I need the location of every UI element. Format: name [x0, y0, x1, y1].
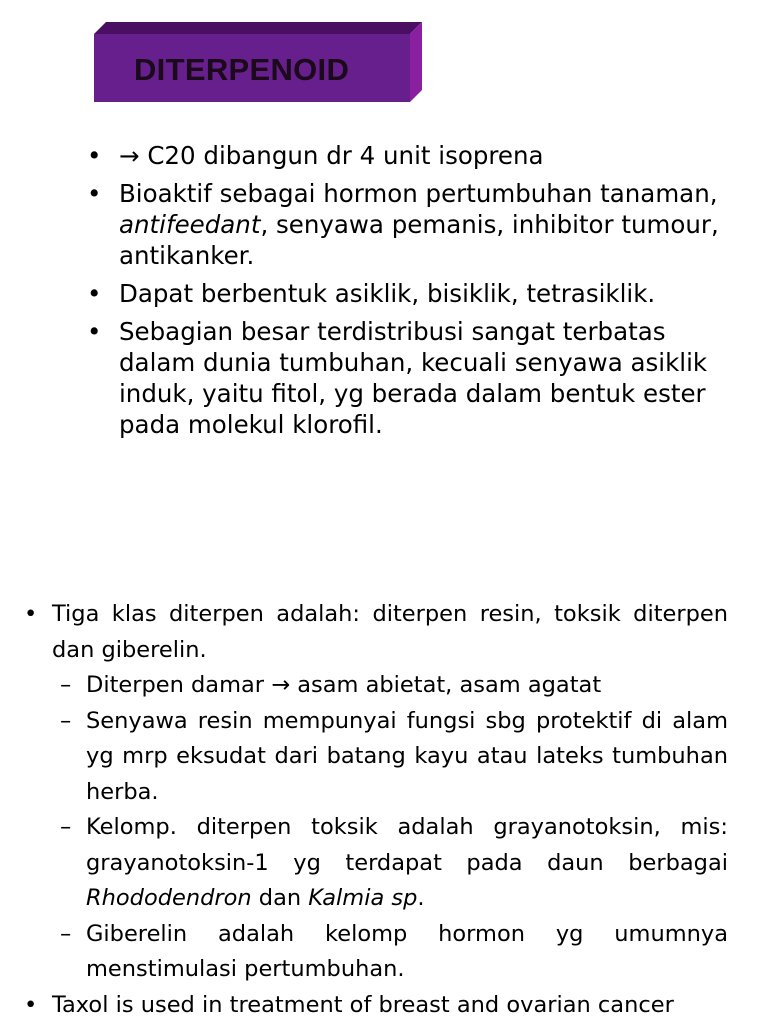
sub-bullet-italic: Kalmia sp	[308, 885, 418, 911]
bullet-text: → C20 dibangun dr 4 unit isoprena	[119, 141, 544, 170]
sub-bullet-italic: Rhododendron	[86, 885, 252, 911]
bullet-text: Taxol is used in treatment of breast and ovarian cancer	[52, 991, 674, 1018]
bullet-bioaktif	[84, 178, 724, 271]
slide-title: DITERPENOID	[134, 52, 350, 87]
bullet-c20	[84, 140, 724, 171]
sub-bullet-text: Senyawa resin mempunyai fungsi sbg protektif di alam yg mrp eksudat dari batang kayu atau lateks tumbuhan herba.	[86, 707, 728, 805]
sub-bullet-damar	[52, 668, 728, 704]
sub-bullet-text: Kelomp. diterpen toksik adalah grayanotoksin, mis: grayanotoksin-1 yg terdapat pada daun berbagai	[86, 814, 728, 876]
sub-bullet-giberelin	[52, 917, 728, 988]
sub-bullet-list	[52, 668, 728, 988]
bullet-distribusi	[84, 316, 724, 440]
sub-bullet-toksik	[52, 810, 728, 917]
sub-bullet-resin	[52, 704, 728, 811]
sub-bullet-text: .	[417, 885, 425, 911]
bullet-text-italic: antifeedant	[119, 210, 261, 239]
bullet-bentuk	[84, 278, 724, 309]
sub-bullet-text: dan	[251, 885, 309, 911]
bullet-text: , senyawa pemanis, inhibitor tumour, antikanker.	[119, 210, 719, 270]
title-banner	[94, 22, 422, 102]
sub-bullet-text: Giberelin adalah kelomp hormon yg umumnya menstimulasi pertumbuhan.	[86, 920, 728, 982]
bullet-text: Bioaktif sebagai hormon pertumbuhan tanaman,	[119, 179, 718, 208]
lower-bullet-list	[22, 597, 728, 1023]
bullet-text: Dapat berbentuk asiklik, bisiklik, tetrasiklik.	[119, 279, 656, 308]
title-banner-top-bevel	[94, 22, 422, 34]
upper-bullet-list	[84, 140, 724, 447]
bullet-text: Sebagian besar terdistribusi sangat terbatas dalam dunia tumbuhan, kecuali senyawa asiklik induk, yaitu fitol, yg berada dalam bentuk ester pada molekul klorofil.	[119, 317, 708, 439]
bullet-taxol	[22, 988, 728, 1024]
bullet-tiga-klas	[22, 597, 728, 988]
title-banner-side-bevel	[410, 22, 422, 102]
bullet-text: • Tiga klas diterpen adalah: diterpen resin, toksik diterpen dan giberelin.	[52, 601, 728, 663]
sub-bullet-text: Diterpen damar → asam abietat, asam agatat	[86, 672, 602, 698]
